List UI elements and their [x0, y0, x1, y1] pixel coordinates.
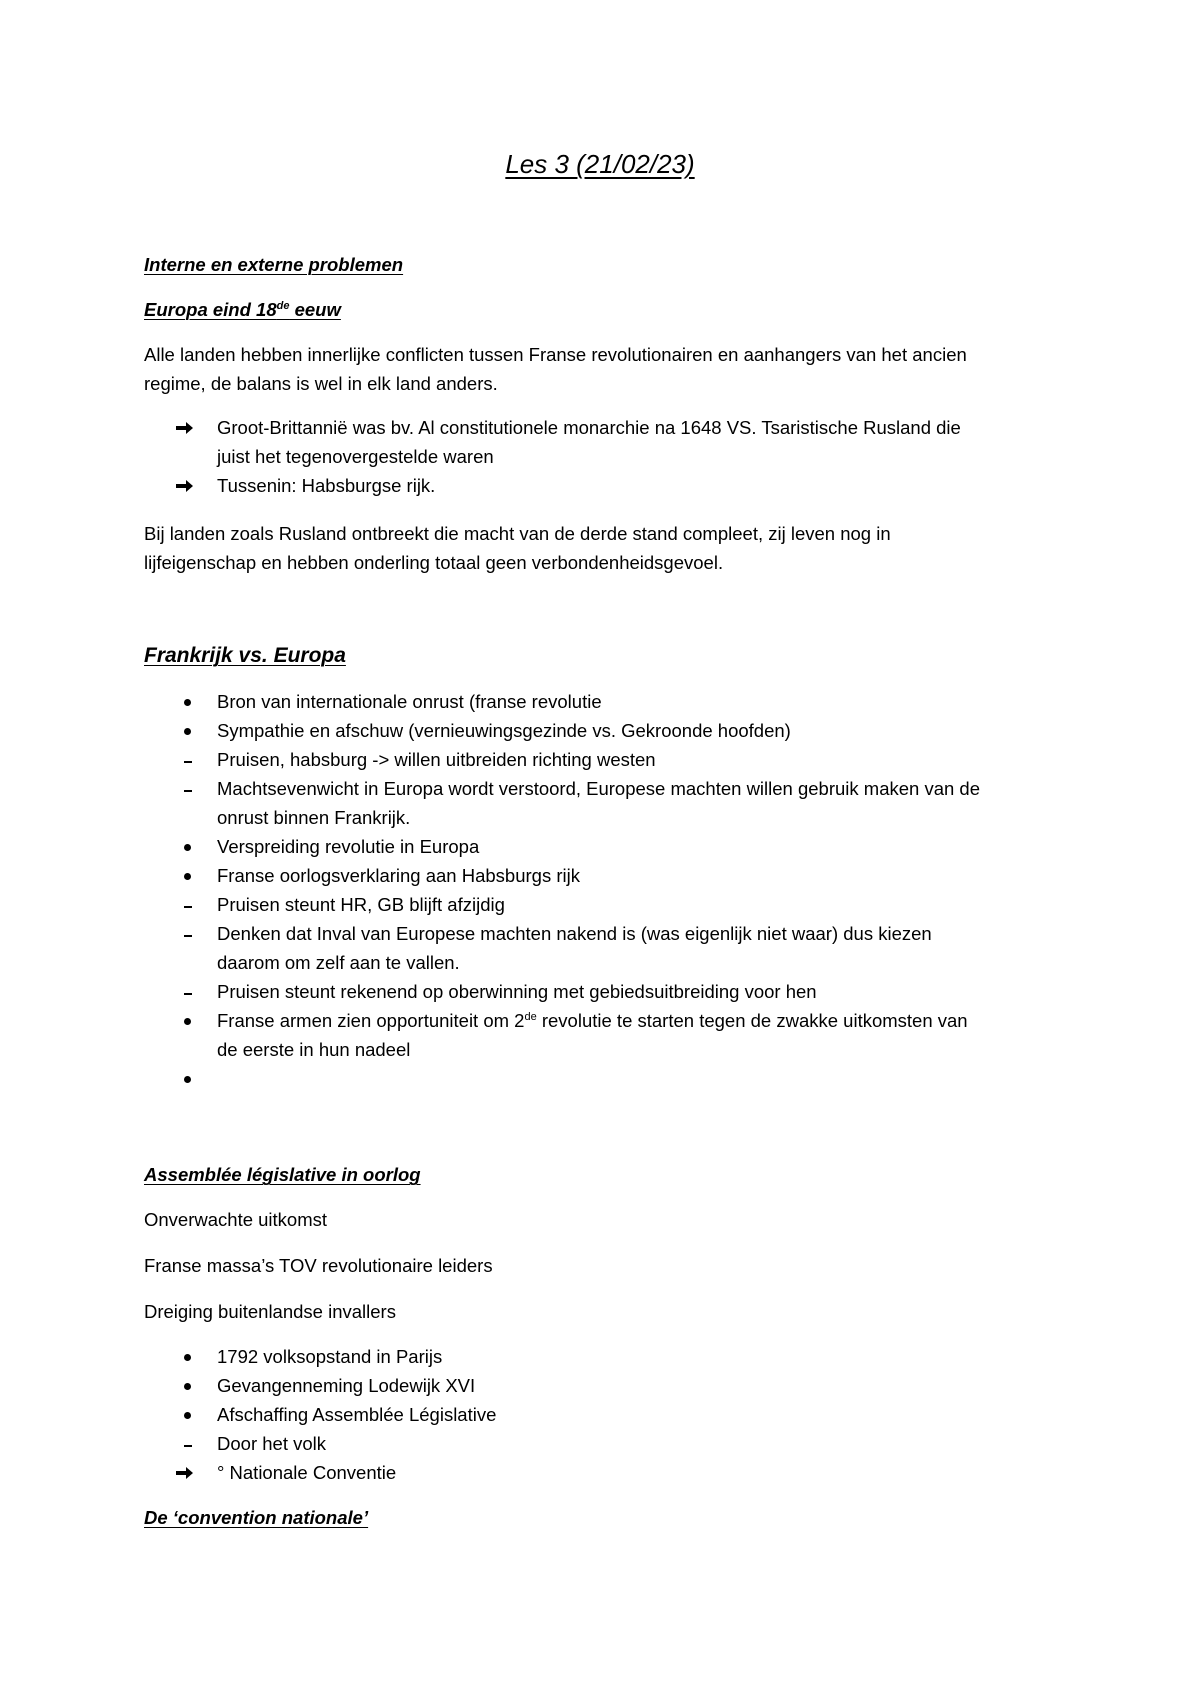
- arrow-right-icon: [176, 1466, 198, 1480]
- list-item: Franse oorlogsverklaring aan Habsburgs rijk: [217, 865, 580, 886]
- subheading-europa: [144, 298, 341, 322]
- arrow-item-line: Tussenin: Habsburgse rijk.: [217, 475, 436, 496]
- dash-marker: [184, 993, 192, 995]
- paragraph-line: Franse massa’s TOV revolutionaire leiders: [144, 1255, 493, 1276]
- arrow-item-line: Groot-Brittannië was bv. Al constitutionele monarchie na 1648 VS. Tsaristische Rusland die: [217, 417, 961, 438]
- bullet-marker: [184, 728, 191, 735]
- subheading-text-end: eeuw: [289, 299, 341, 320]
- arrow-right-icon: [176, 479, 198, 493]
- dash-marker: [184, 790, 192, 792]
- list-item-sup: de: [524, 1010, 537, 1023]
- subheading-text: Europa eind 18: [144, 299, 277, 320]
- bullet-marker: [184, 1354, 191, 1361]
- bullet-marker: [184, 844, 191, 851]
- paragraph-line: Onverwachte uitkomst: [144, 1209, 328, 1230]
- section-heading-frankrijk: Frankrijk vs. Europa: [144, 644, 346, 667]
- paragraph-line: Dreiging buitenlandse invallers: [144, 1301, 396, 1322]
- list-item-continuation: onrust binnen Frankrijk.: [217, 807, 411, 828]
- dash-marker: [184, 761, 192, 763]
- paragraph-line: Alle landen hebben innerlijke conflicten tussen Franse revolutionairen en aanhangers van het ancien: [144, 344, 967, 365]
- list-item: ° Nationale Conventie: [217, 1462, 397, 1483]
- bullet-marker: [184, 873, 191, 880]
- list-item-text-end: revolutie te starten tegen de zwakke uitkomsten van: [536, 1010, 968, 1031]
- bullet-marker: [184, 699, 191, 706]
- list-item: 1792 volksopstand in Parijs: [217, 1346, 443, 1367]
- page-title: Les 3 (21/02/23): [505, 149, 695, 179]
- list-item-continuation: daarom om zelf aan te vallen.: [217, 952, 460, 973]
- list-item: Bron van internationale onrust (franse revolutie: [217, 691, 602, 712]
- list-item: Pruisen steunt HR, GB blijft afzijdig: [217, 894, 505, 915]
- paragraph-line: lijfeigenschap en hebben onderling totaal geen verbondenheidsgevoel.: [144, 552, 724, 573]
- paragraph-line: Bij landen zoals Rusland ontbreekt die macht van de derde stand compleet, zij leven nog in: [144, 523, 891, 544]
- arrow-right-icon: [176, 421, 198, 435]
- list-item: Verspreiding revolutie in Europa: [217, 836, 480, 857]
- bullet-marker: [184, 1412, 191, 1419]
- list-item: Pruisen, habsburg -> willen uitbreiden richting westen: [217, 749, 656, 770]
- dash-marker: [184, 935, 192, 937]
- arrow-item-line: juist het tegenovergestelde waren: [217, 446, 494, 467]
- section-heading-assemblee: Assemblée législative in oorlog: [144, 1164, 421, 1185]
- list-item: Gevangenneming Lodewijk XVI: [217, 1375, 476, 1396]
- list-item: [217, 1009, 968, 1033]
- list-item-text: Franse armen zien opportuniteit om 2: [217, 1010, 525, 1031]
- list-item: Door het volk: [217, 1433, 326, 1454]
- section-heading-problems: Interne en externe problemen: [144, 254, 404, 275]
- bullet-marker: [184, 1018, 191, 1025]
- list-item: Denken dat Inval van Europese machten nakend is (was eigenlijk niet waar) dus kiezen: [217, 923, 932, 944]
- bullet-marker: [184, 1076, 191, 1083]
- list-item: Pruisen steunt rekenend op oberwinning met gebiedsuitbreiding voor hen: [217, 981, 817, 1002]
- section-heading-convention: De ‘convention nationale’: [144, 1507, 369, 1528]
- dash-marker: [184, 1445, 192, 1447]
- paragraph-line: regime, de balans is wel in elk land anders.: [144, 373, 498, 394]
- bullet-marker: [184, 1383, 191, 1390]
- list-item-continuation: de eerste in hun nadeel: [217, 1039, 411, 1060]
- list-item: Sympathie en afschuw (vernieuwingsgezinde vs. Gekroonde hoofden): [217, 720, 791, 741]
- subheading-sup: de: [276, 299, 290, 312]
- list-item: Afschaffing Assemblée Législative: [217, 1404, 497, 1425]
- list-item: Machtsevenwicht in Europa wordt verstoord, Europese machten willen gebruik maken van de: [217, 778, 981, 799]
- dash-marker: [184, 906, 192, 908]
